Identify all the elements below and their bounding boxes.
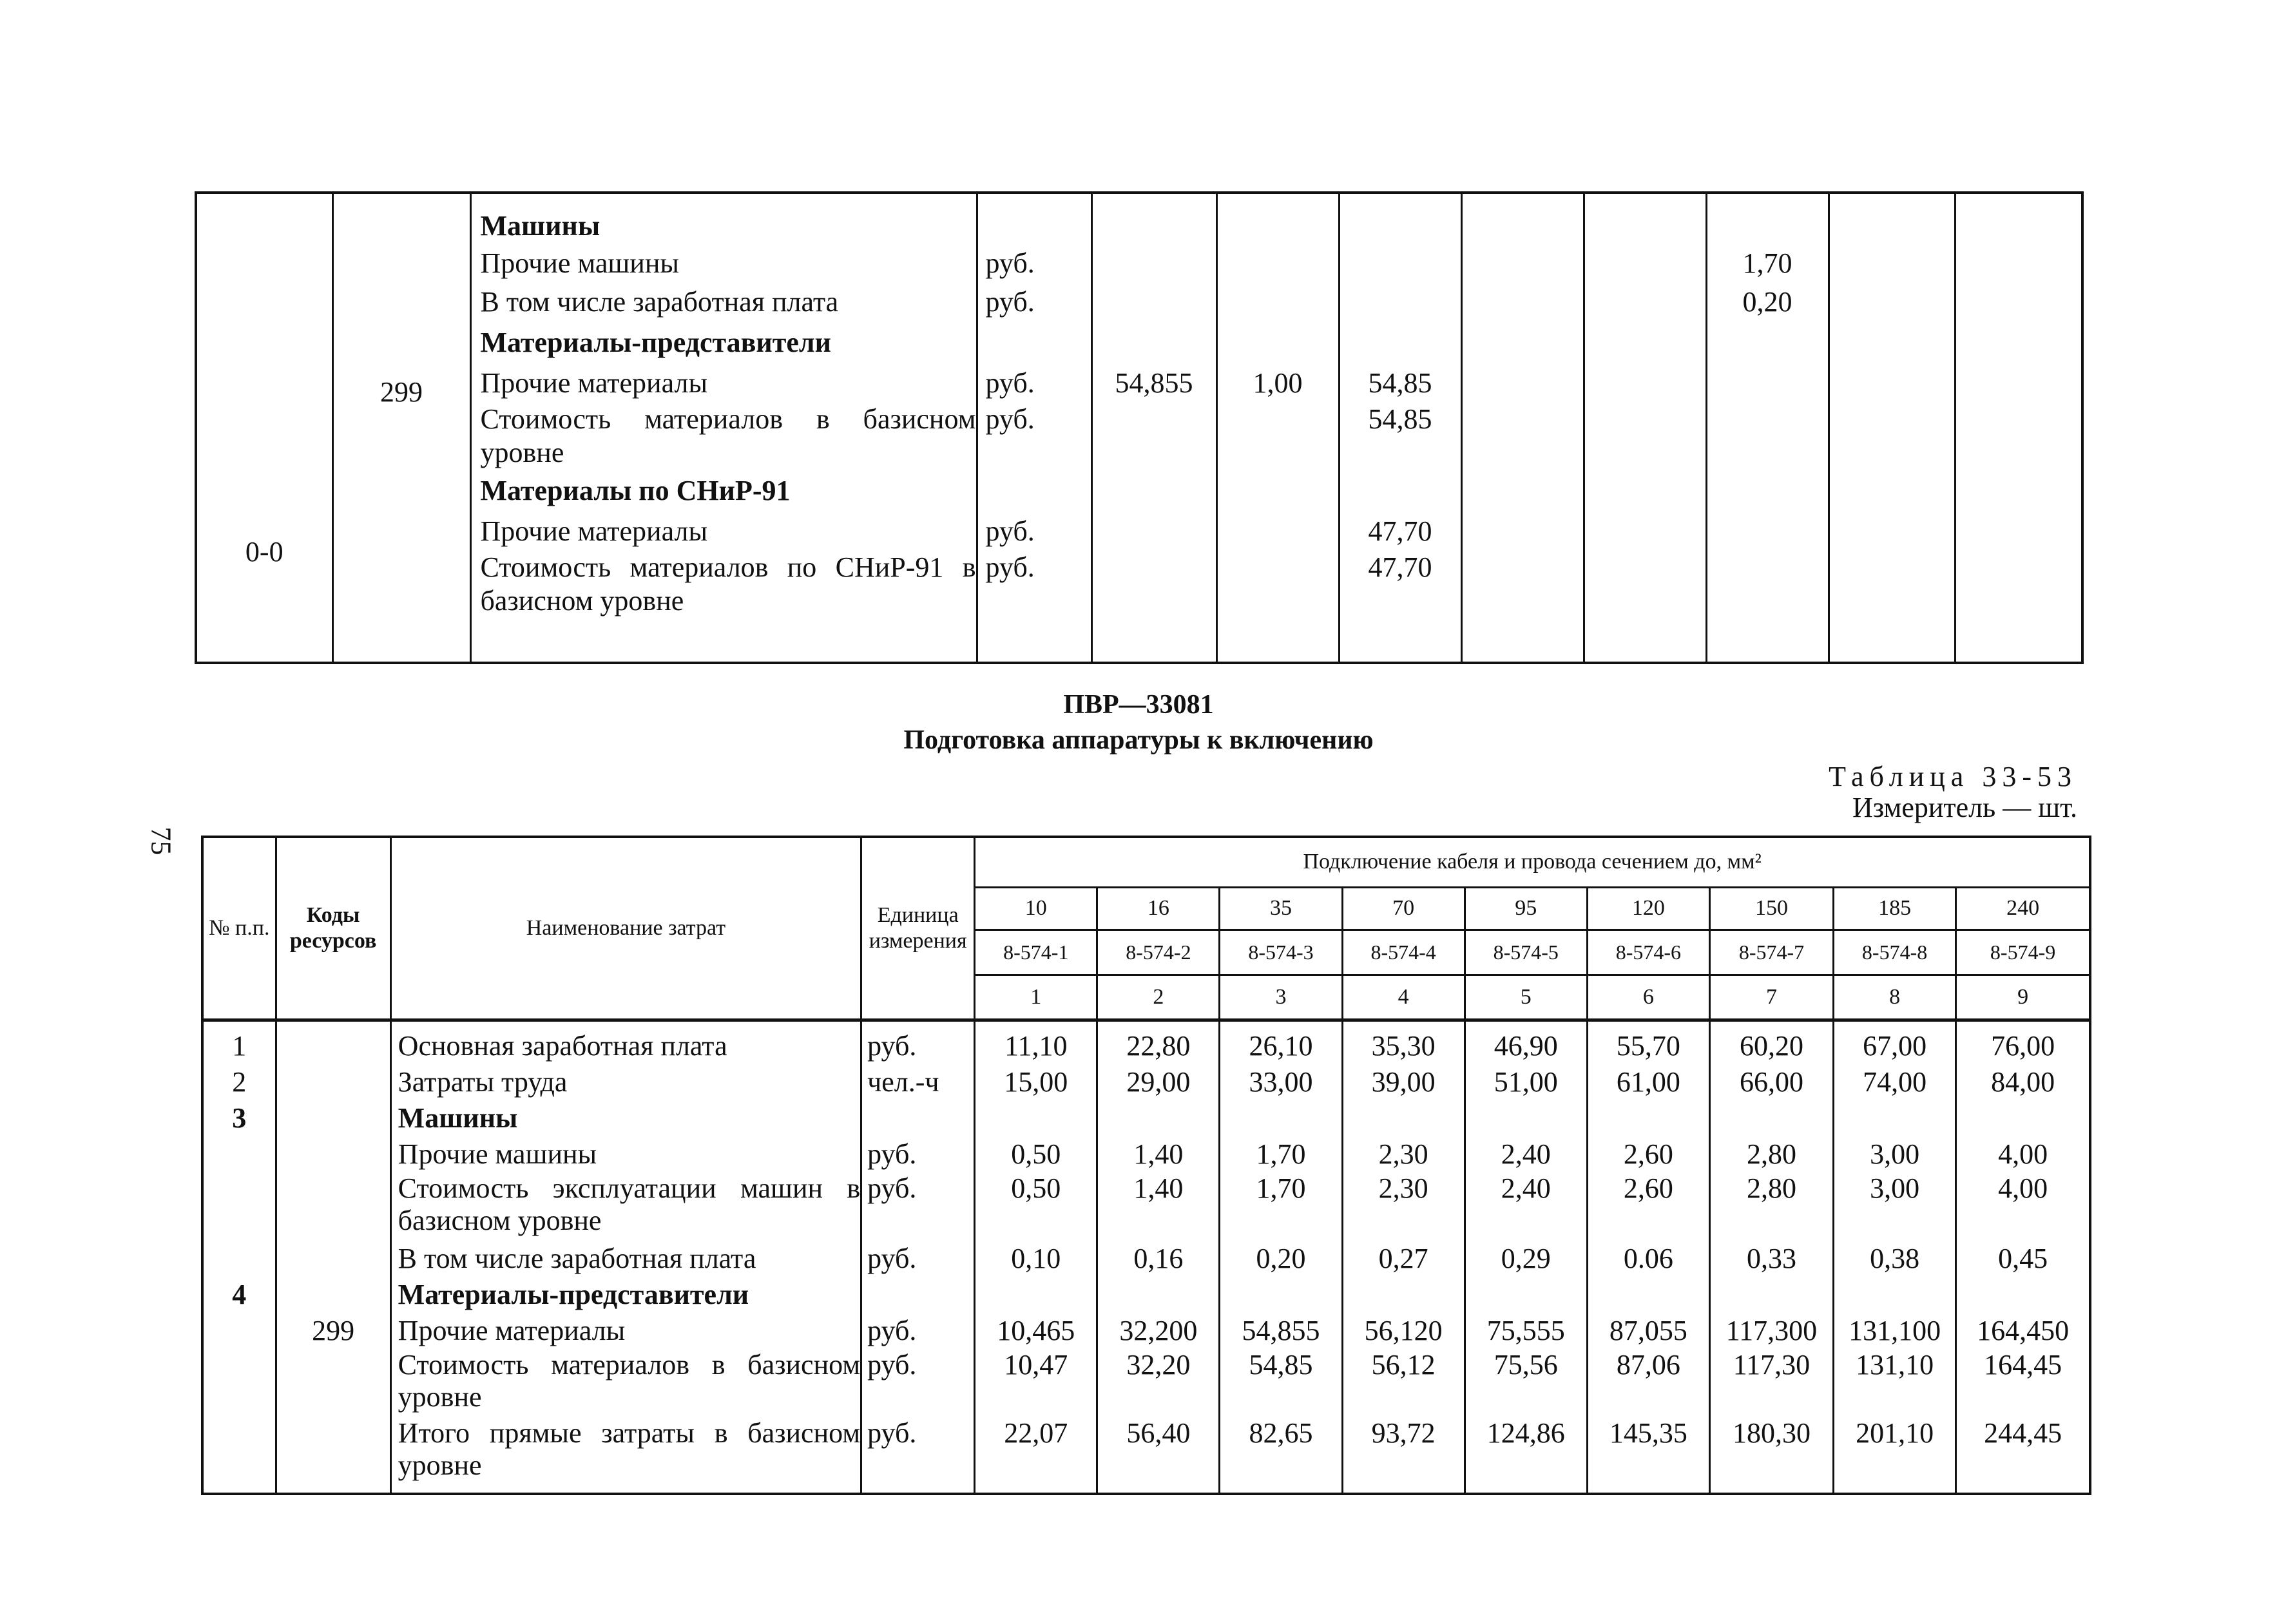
page-number: 75	[145, 826, 177, 855]
cell-value: 164,45	[1984, 1348, 2062, 1380]
body-col-7	[1709, 1020, 1833, 1494]
cell-value: 47,70	[1368, 515, 1432, 547]
cell-value	[1220, 1277, 1341, 1313]
cell-value	[1463, 512, 1583, 551]
cell-value: 39,00	[1371, 1065, 1436, 1098]
table-label: Таблица 33-53	[1829, 761, 2077, 792]
cell-value	[1463, 470, 1583, 512]
cell-value	[1340, 208, 1461, 244]
group-heading: Материалы по СНиР-91	[480, 475, 791, 506]
cont-col-3	[1339, 193, 1461, 663]
group-heading: Машины	[398, 1102, 518, 1134]
cell-value	[1463, 403, 1583, 470]
cell-value	[1711, 1100, 1832, 1136]
cell-value: 54,855	[1115, 367, 1193, 399]
column-number: 5	[1465, 975, 1587, 1020]
cell-value	[1830, 321, 1954, 364]
cell-value	[1585, 208, 1705, 244]
cell-value	[1218, 403, 1338, 470]
cell-value	[1830, 283, 1954, 321]
section-size: 185	[1834, 887, 1956, 930]
column-number: 6	[1587, 975, 1709, 1020]
cell-value: 1,40	[1133, 1138, 1184, 1170]
cell-value: 2,40	[1501, 1172, 1551, 1204]
column-number: 8	[1834, 975, 1956, 1020]
cell-value	[1585, 551, 1705, 618]
cell-value	[1343, 1277, 1464, 1313]
unit-value	[862, 1100, 974, 1136]
cost-name: В том числе заработная плата	[480, 286, 839, 318]
column-number: 4	[1342, 975, 1465, 1020]
continuation-table	[195, 191, 2084, 664]
body-unit-col	[861, 1020, 975, 1494]
cell-value: 0,27	[1378, 1242, 1428, 1274]
section-code: ПВР—33081	[1063, 690, 1214, 720]
cell-value: 0.06	[1623, 1242, 1673, 1274]
body-code-col	[276, 1020, 390, 1494]
body-col-3	[1220, 1020, 1342, 1494]
cell-value	[1463, 208, 1583, 244]
section-title: Подготовка аппаратуры к включению	[903, 725, 1374, 755]
cost-name: Прочие материалы	[398, 1314, 626, 1346]
cont-col-4	[1461, 193, 1584, 663]
section-size: 240	[1956, 887, 2090, 930]
measure-unit: Измеритель — шт.	[1852, 792, 2077, 823]
cell-value	[1463, 244, 1583, 283]
cell-value	[1093, 470, 1216, 512]
cell-value: 33,00	[1249, 1065, 1313, 1098]
cell-value: 22,80	[1126, 1029, 1191, 1062]
cell-value: 3,00	[1870, 1138, 1920, 1170]
cell-value	[1585, 470, 1705, 512]
cell-value	[1098, 1277, 1218, 1313]
cell-value: 0,50	[1011, 1138, 1061, 1170]
row-number	[204, 1136, 275, 1172]
cell-value: 1,70	[1256, 1172, 1306, 1204]
cell-value	[1830, 208, 1954, 244]
body-col-2	[1097, 1020, 1220, 1494]
cell-value	[1218, 321, 1338, 364]
cell-value	[1218, 244, 1338, 283]
cell-value	[1956, 403, 2082, 470]
column-number: 7	[1709, 975, 1833, 1020]
cell-value: 2,40	[1501, 1138, 1551, 1170]
cell-value	[1463, 551, 1583, 618]
cell-value	[1830, 551, 1954, 618]
resource-code	[277, 1028, 390, 1064]
cont-col-5	[1584, 193, 1706, 663]
cost-name: Стоимость материалов в базисном уровне	[398, 1348, 861, 1413]
cell-value	[1830, 364, 1954, 403]
resource-code	[277, 1241, 390, 1277]
cell-value	[1093, 551, 1216, 618]
cell-value	[1588, 1100, 1709, 1136]
cell-value	[1830, 403, 1954, 470]
cell-value: 75,56	[1494, 1348, 1558, 1380]
cell-value: 0,45	[1998, 1242, 2048, 1274]
cell-value	[1585, 244, 1705, 283]
cont-col-2	[1216, 193, 1339, 663]
cont-col-8	[1955, 193, 2082, 663]
cell-value: 54,85	[1368, 403, 1432, 435]
cell-value: 244,45	[1984, 1417, 2062, 1449]
column-number: 9	[1956, 975, 2090, 1020]
cell-value: 54,855	[1242, 1314, 1320, 1346]
cell-value: 22,07	[1004, 1417, 1068, 1449]
cell-value: 2,80	[1746, 1172, 1796, 1204]
cell-value	[1463, 364, 1583, 403]
cont-code: 299	[380, 376, 423, 408]
cell-value	[1956, 208, 2082, 244]
cell-value: 74,00	[1863, 1065, 1927, 1098]
row-number	[204, 1313, 275, 1349]
norm-code: 8-574-4	[1342, 930, 1465, 975]
section-size: 70	[1342, 887, 1465, 930]
cell-value	[1834, 1277, 1955, 1313]
cost-name: Прочие материалы	[480, 367, 708, 399]
cell-value	[1093, 403, 1216, 470]
cell-value: 0,29	[1501, 1242, 1551, 1274]
body-col-8	[1834, 1020, 1956, 1494]
cell-value	[1220, 1100, 1341, 1136]
cost-name: Итого прямые затраты в базисном уровне	[398, 1417, 861, 1481]
unit-value: руб.	[867, 1348, 917, 1380]
cell-value: 0,10	[1011, 1242, 1061, 1274]
cell-value	[1463, 283, 1583, 321]
cost-name: Затраты труда	[398, 1065, 568, 1098]
row-number: 2	[232, 1065, 247, 1098]
norm-code: 8-574-6	[1587, 930, 1709, 975]
norm-code: 8-574-7	[1709, 930, 1833, 975]
cell-value: 87,055	[1609, 1314, 1687, 1346]
body-col-4	[1342, 1020, 1465, 1494]
cell-value: 1,00	[1253, 367, 1303, 399]
unit-value: руб.	[985, 286, 1035, 318]
row-number	[204, 1417, 275, 1485]
norm-code: 8-574-3	[1220, 930, 1342, 975]
cell-value	[1218, 283, 1338, 321]
header-unit: Единица измерения	[861, 837, 975, 1020]
cell-value: 54,85	[1368, 367, 1432, 399]
resource-code	[277, 1064, 390, 1100]
norm-code: 8-574-1	[975, 930, 1097, 975]
cost-name: Стоимость материалов в базисном уровне	[480, 403, 976, 468]
section-size: 120	[1587, 887, 1709, 930]
cell-value	[1585, 364, 1705, 403]
cont-unit-col	[977, 193, 1091, 663]
cell-value: 201,10	[1856, 1417, 1934, 1449]
cell-value: 2,80	[1746, 1138, 1796, 1170]
cell-value	[1707, 403, 1828, 470]
cell-value	[1585, 512, 1705, 551]
cell-value	[1588, 1277, 1709, 1313]
cell-value: 124,86	[1486, 1417, 1565, 1449]
cell-value: 84,00	[1991, 1065, 2055, 1098]
unit-value	[862, 1277, 974, 1313]
cell-value: 0,20	[1742, 286, 1792, 318]
row-number: 3	[232, 1102, 247, 1134]
cell-value: 51,00	[1494, 1065, 1558, 1098]
cell-value: 180,30	[1732, 1417, 1811, 1449]
section-size: 10	[975, 887, 1097, 930]
cell-value: 1,70	[1256, 1138, 1306, 1170]
section-size: 16	[1097, 887, 1220, 930]
row-number: 4	[232, 1278, 247, 1310]
row-number	[204, 1241, 275, 1277]
cont-code-col	[332, 193, 470, 663]
cell-value	[1218, 512, 1338, 551]
unit-value: руб.	[985, 515, 1035, 547]
cell-value	[1956, 551, 2082, 618]
cell-value: 131,100	[1849, 1314, 1941, 1346]
cell-value: 2,30	[1378, 1172, 1428, 1204]
cell-value: 145,35	[1609, 1417, 1687, 1449]
cell-value: 87,06	[1616, 1348, 1680, 1380]
cell-value: 11,10	[1004, 1029, 1068, 1062]
cell-value	[1093, 283, 1216, 321]
cell-value	[1707, 364, 1828, 403]
cell-value: 3,00	[1870, 1172, 1920, 1204]
cell-value	[1585, 321, 1705, 364]
unit-value: руб.	[867, 1314, 917, 1346]
column-number: 2	[1097, 975, 1220, 1020]
header-group: Подключение кабеля и провода сечением до, мм²	[975, 837, 2090, 887]
cost-name: В том числе заработная плата	[398, 1242, 756, 1274]
cell-value: 76,00	[1991, 1029, 2055, 1062]
unit-value	[986, 321, 1091, 364]
cell-value	[975, 1100, 1096, 1136]
cell-value	[1957, 1100, 2089, 1136]
unit-value	[986, 208, 1091, 244]
cell-value: 60,20	[1739, 1029, 1803, 1062]
cell-value: 75,555	[1486, 1314, 1565, 1346]
cost-name: Стоимость эксплуатации машин в базисном уровне	[398, 1172, 861, 1236]
cell-value	[975, 1277, 1096, 1313]
cell-value: 4,00	[1998, 1172, 2048, 1204]
unit-value	[986, 470, 1091, 512]
cell-value	[1707, 208, 1828, 244]
cont-num: 0-0	[245, 536, 283, 568]
cell-value: 26,10	[1249, 1029, 1313, 1062]
header-codes: Коды ресурсов	[276, 837, 390, 1020]
cell-value: 0,33	[1746, 1242, 1796, 1274]
cell-value: 2,60	[1623, 1138, 1673, 1170]
section-size: 35	[1220, 887, 1342, 930]
unit-value: руб.	[867, 1417, 917, 1449]
cell-value: 54,85	[1249, 1348, 1313, 1380]
cell-value	[1830, 470, 1954, 512]
cell-value	[1093, 512, 1216, 551]
cell-value: 4,00	[1998, 1138, 2048, 1170]
norm-code: 8-574-2	[1097, 930, 1220, 975]
row-number: 1	[232, 1029, 247, 1062]
cell-value	[1956, 283, 2082, 321]
cell-value	[1830, 512, 1954, 551]
cell-value: 47,70	[1368, 551, 1432, 583]
body-col-5	[1465, 1020, 1587, 1494]
header-name: Наименование затрат	[390, 837, 861, 1020]
cell-value: 0,50	[1011, 1172, 1061, 1204]
header-num: № п.п.	[202, 837, 276, 1020]
cell-value	[1956, 244, 2082, 283]
cell-value: 2,30	[1378, 1138, 1428, 1170]
cell-value	[1956, 470, 2082, 512]
resource-code: 299	[312, 1314, 355, 1346]
resource-code	[277, 1417, 390, 1485]
cell-value: 46,90	[1494, 1029, 1558, 1062]
unit-value: руб.	[867, 1138, 917, 1170]
cell-value: 66,00	[1739, 1065, 1803, 1098]
cell-value	[1340, 283, 1461, 321]
cell-value: 131,10	[1856, 1348, 1934, 1380]
cell-value	[1093, 244, 1216, 283]
unit-value: руб.	[867, 1172, 917, 1204]
cell-value	[1218, 551, 1338, 618]
cell-value	[1098, 1100, 1218, 1136]
cell-value	[1466, 1277, 1586, 1313]
cell-value: 0,16	[1133, 1242, 1184, 1274]
unit-value: руб.	[867, 1242, 917, 1274]
cell-value: 56,120	[1364, 1314, 1443, 1346]
cell-value: 15,00	[1004, 1065, 1068, 1098]
group-heading: Материалы-представители	[398, 1278, 749, 1310]
cell-value	[1343, 1100, 1464, 1136]
cell-value: 32,20	[1126, 1348, 1191, 1380]
row-number	[204, 1172, 275, 1241]
body-col-1	[975, 1020, 1097, 1494]
cell-value	[1707, 512, 1828, 551]
cell-value: 29,00	[1126, 1065, 1191, 1098]
cell-value	[1711, 1277, 1832, 1313]
cell-value: 117,30	[1733, 1348, 1811, 1380]
cell-value	[1466, 1100, 1586, 1136]
cont-num-col	[196, 193, 332, 663]
cell-value: 10,465	[997, 1314, 1075, 1346]
cost-name: Прочие материалы	[480, 515, 708, 547]
cell-value	[1707, 551, 1828, 618]
unit-value: чел.-ч	[867, 1065, 939, 1098]
resource-code	[277, 1100, 390, 1136]
cont-col-6	[1706, 193, 1829, 663]
norm-code: 8-574-8	[1834, 930, 1956, 975]
cell-value: 164,450	[1977, 1314, 2070, 1346]
cell-value	[1218, 208, 1338, 244]
cont-name-col	[470, 193, 977, 663]
cell-value	[1956, 364, 2082, 403]
cell-value: 67,00	[1863, 1029, 1927, 1062]
cell-value: 56,12	[1371, 1348, 1436, 1380]
resource-code	[277, 1172, 390, 1241]
norm-code: 8-574-5	[1465, 930, 1587, 975]
resource-code	[277, 1277, 390, 1313]
cell-value	[1463, 321, 1583, 364]
norm-code: 8-574-9	[1956, 930, 2090, 975]
cell-value	[1834, 1100, 1955, 1136]
body-col-6	[1587, 1020, 1709, 1494]
cell-value	[1956, 512, 2082, 551]
cell-value	[1093, 208, 1216, 244]
cell-value: 56,40	[1126, 1417, 1191, 1449]
cell-value	[1340, 321, 1461, 364]
cell-value	[1956, 321, 2082, 364]
cont-col-1	[1091, 193, 1216, 663]
unit-value: руб.	[985, 551, 1035, 583]
unit-value: руб.	[985, 247, 1035, 279]
norms-table	[201, 836, 2091, 1495]
cell-value: 1,70	[1742, 247, 1792, 279]
cell-value	[1340, 470, 1461, 512]
column-number: 3	[1220, 975, 1342, 1020]
cell-value: 117,300	[1725, 1314, 1818, 1346]
cell-value: 10,47	[1004, 1348, 1068, 1380]
unit-value: руб.	[867, 1029, 917, 1062]
cell-value	[1218, 470, 1338, 512]
cell-value: 2,60	[1623, 1172, 1673, 1204]
cell-value: 32,200	[1119, 1314, 1198, 1346]
cost-name: Прочие машины	[398, 1138, 597, 1170]
cost-name: Основная заработная плата	[398, 1029, 727, 1062]
group-heading: Машины	[480, 210, 600, 242]
resource-code	[277, 1136, 390, 1172]
row-number	[204, 1349, 275, 1417]
cell-value	[1093, 321, 1216, 364]
cost-name: Стоимость материалов по СНиР-91 в базисном уровне	[480, 551, 976, 616]
cell-value: 0,20	[1256, 1242, 1306, 1274]
cell-value	[1830, 244, 1954, 283]
cost-name: Прочие машины	[480, 247, 679, 279]
cell-value: 93,72	[1371, 1417, 1436, 1449]
cell-value: 82,65	[1249, 1417, 1313, 1449]
cell-value	[1585, 283, 1705, 321]
cell-value: 61,00	[1616, 1065, 1680, 1098]
section-size: 95	[1465, 887, 1587, 930]
body-col-9	[1956, 1020, 2090, 1494]
unit-value: руб.	[985, 367, 1035, 399]
group-heading: Материалы-представители	[480, 327, 831, 358]
body-name-col	[390, 1020, 861, 1494]
cell-value: 1,40	[1133, 1172, 1184, 1204]
section-size: 150	[1709, 887, 1833, 930]
cell-value	[1707, 321, 1828, 364]
cont-col-7	[1829, 193, 1955, 663]
cell-value	[1957, 1277, 2089, 1313]
cell-value	[1340, 244, 1461, 283]
unit-value: руб.	[985, 403, 1035, 435]
cell-value: 55,70	[1616, 1029, 1680, 1062]
cell-value	[1707, 470, 1828, 512]
resource-code	[277, 1349, 390, 1417]
cell-value	[1585, 403, 1705, 470]
column-number: 1	[975, 975, 1097, 1020]
body-num-col	[202, 1020, 276, 1494]
cell-value: 0,38	[1870, 1242, 1920, 1274]
cell-value: 35,30	[1371, 1029, 1436, 1062]
